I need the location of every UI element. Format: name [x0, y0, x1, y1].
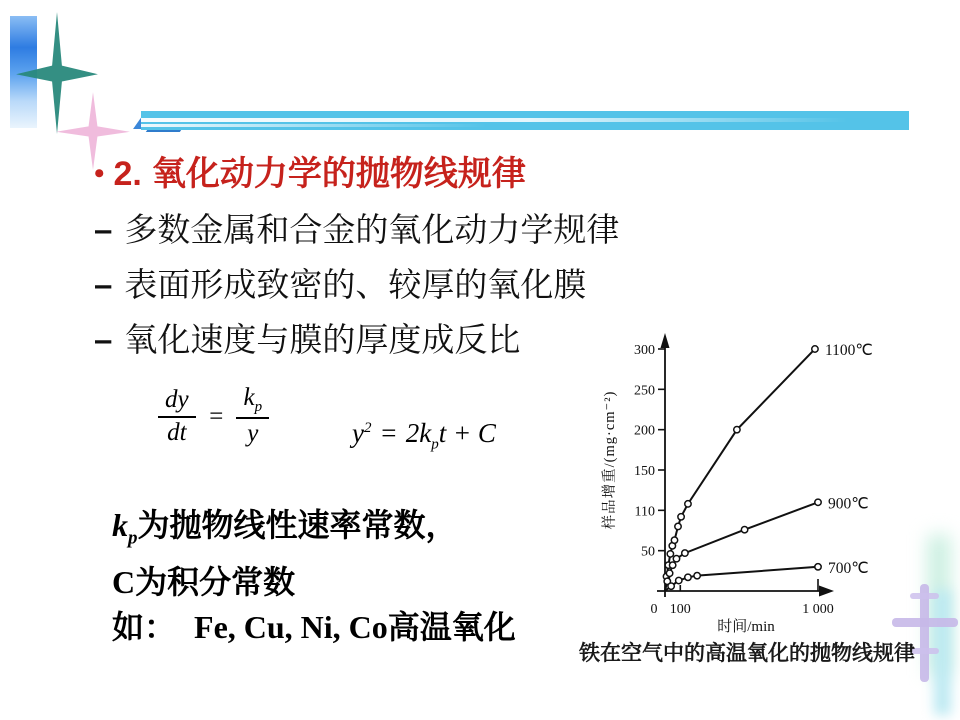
equals-sign: = — [379, 418, 398, 448]
bullet-icon: • — [94, 157, 105, 190]
equals-sign: = — [207, 402, 225, 430]
denominator: dt — [167, 418, 187, 446]
superscript-2: 2 — [363, 420, 372, 436]
bullet-text: 多数金属和合金的氧化动力学规律 — [124, 213, 620, 249]
note-text: 为抛物线性速率常数， — [137, 507, 458, 543]
svg-text:900℃: 900℃ — [828, 495, 869, 513]
page-title — [94, 146, 526, 195]
bullet-line — [94, 204, 619, 251]
element-list: Fe, Cu, Ni, Co — [194, 609, 388, 646]
svg-text:1 000: 1 000 — [802, 602, 834, 617]
kp-symbol: k — [243, 384, 255, 411]
bullet-line — [94, 259, 586, 306]
svg-text:0: 0 — [650, 602, 658, 617]
svg-text:100: 100 — [669, 602, 691, 617]
axes — [634, 333, 834, 635]
svg-text:300: 300 — [634, 342, 655, 358]
note-text: 高温氧化 — [387, 609, 516, 646]
2kp-term: 2k — [405, 418, 432, 448]
bar-highlight — [141, 124, 487, 127]
bullet-line — [94, 314, 520, 361]
bullet-text: 表面形成致密的、较厚的氧化膜 — [124, 268, 587, 304]
title-text: 氧化动力学的抛物线规律 — [151, 156, 526, 193]
subscript-p: p — [431, 436, 439, 453]
svg-text:250: 250 — [634, 383, 655, 399]
y-axis-label: 样品增重/(mg·cm⁻²) — [602, 390, 618, 530]
example-prefix: 如： — [112, 609, 177, 646]
title-number: 2. — [113, 155, 142, 193]
dash-icon: – — [94, 211, 113, 248]
numerator: dy — [158, 386, 196, 418]
integrated-equation — [352, 418, 496, 453]
dash-icon: – — [94, 266, 113, 303]
dash-icon: – — [94, 321, 113, 358]
denominator: y — [247, 420, 259, 448]
notes-block — [112, 503, 516, 650]
subscript-p: p — [254, 399, 263, 415]
svg-text:50: 50 — [641, 544, 655, 560]
bar-highlight — [141, 118, 848, 122]
series-1100℃ — [663, 342, 872, 591]
oxidation-chart — [588, 322, 960, 638]
svg-text:200: 200 — [634, 423, 655, 439]
svg-text:110: 110 — [634, 504, 655, 520]
figure-caption: 铁在空气中的高温氧化的抛物线规律 — [579, 641, 915, 665]
svg-text:150: 150 — [634, 463, 655, 479]
header-rule-bar — [141, 111, 909, 130]
y-symbol: y — [352, 418, 364, 448]
subscript-p: p — [128, 527, 138, 549]
t-plus-C-term: t + C — [438, 418, 496, 448]
svg-text:1100℃: 1100℃ — [824, 341, 873, 359]
kp-symbol: k — [112, 507, 128, 543]
note-line-3 — [112, 605, 516, 650]
rate-equation — [158, 384, 269, 449]
fraction — [236, 384, 269, 449]
note-line-2: C为积分常数 — [112, 564, 296, 601]
note-line-1 — [112, 503, 516, 560]
oxidation-chart-canvas — [588, 322, 960, 638]
series-700℃ — [665, 560, 869, 591]
bullet-text: 氧化速度与膜的厚度成反比 — [124, 323, 521, 359]
numerator — [236, 384, 269, 419]
fraction — [158, 386, 196, 448]
svg-text:700℃: 700℃ — [828, 559, 869, 577]
svg-text:时间/min: 时间/min — [717, 619, 775, 635]
